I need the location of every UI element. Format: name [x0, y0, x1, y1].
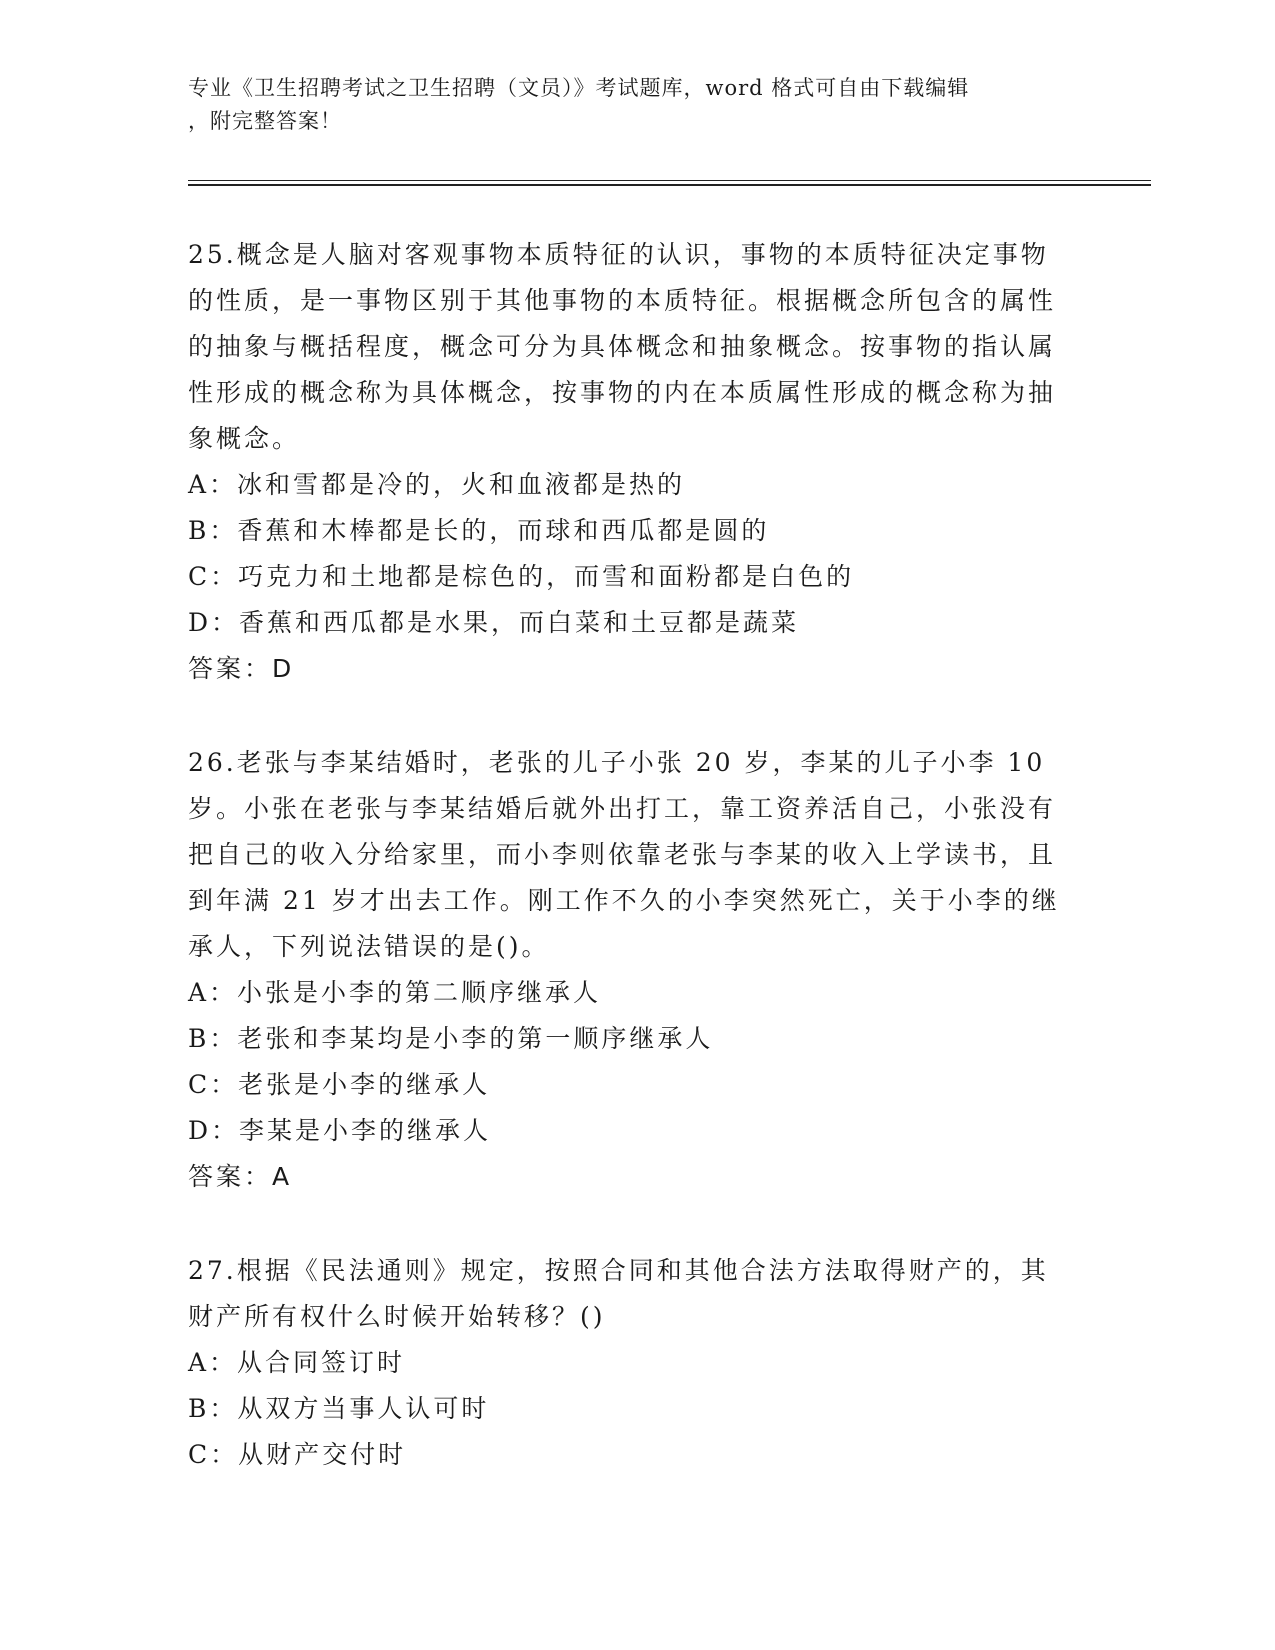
header-line-2: ，附完整答案！ — [188, 109, 342, 133]
option-b: B：香蕉和木棒都是长的，而球和西瓜都是圆的 — [188, 516, 770, 545]
question-list — [188, 232, 1068, 1526]
option-c: C：从财产交付时 — [188, 1440, 407, 1469]
question-stem: 27.根据《民法通则》规定，按照合同和其他合法方法取得财产的，其财产所有权什么时候开始转移？() — [188, 1256, 1049, 1331]
option-a: A：从合同签订时 — [188, 1348, 406, 1377]
document-header — [188, 72, 1068, 138]
question-stem: 25.概念是人脑对客观事物本质特征的认识，事物的本质特征决定事物的性质，是一事物区别于其他事物的本质特征。根据概念所包含的属性的抽象与概括程度，概念可分为具体概念和抽象概念。按事物的指认属性形成的概念称为具体概念，按事物的内在本质属性形成的概念称为抽象概念。 — [188, 240, 1057, 453]
answer-label: 答案：A — [188, 1162, 293, 1191]
question-stem: 26.老张与李某结婚时，老张的儿子小张 20 岁，李某的儿子小李 10 岁。小张在老张与李某结婚后就外出打工，靠工资养活自己，小张没有把自己的收入分给家里，而小李则依靠老张与李某的收入上学读书，且到年满 21 岁才出去工作。刚工作不久的小李突然死亡，关于小李的继承人，下列说法错误的是()。 — [188, 748, 1060, 961]
option-b: B：从双方当事人认可时 — [188, 1394, 490, 1423]
header-divider-bottom — [188, 184, 1151, 186]
answer-label: 答案：D — [188, 654, 295, 683]
option-a: A：冰和雪都是冷的，火和血液都是热的 — [188, 470, 686, 499]
option-c: C：老张是小李的继承人 — [188, 1070, 491, 1099]
header-line-1: 专业《卫生招聘考试之卫生招聘（文员）》考试题库，word 格式可自由下载编辑 — [188, 76, 970, 100]
option-c: C：巧克力和土地都是棕色的，而雪和面粉都是白色的 — [188, 562, 855, 591]
question-27 — [188, 1248, 1068, 1478]
option-a: A：小张是小李的第二顺序继承人 — [188, 978, 602, 1007]
option-d: D：李某是小李的继承人 — [188, 1116, 492, 1145]
option-d: D：香蕉和西瓜都是水果，而白菜和土豆都是蔬菜 — [188, 608, 800, 637]
option-b: B：老张和李某均是小李的第一顺序继承人 — [188, 1024, 714, 1053]
question-25 — [188, 232, 1068, 692]
header-divider-top — [188, 180, 1151, 181]
question-26 — [188, 740, 1068, 1200]
